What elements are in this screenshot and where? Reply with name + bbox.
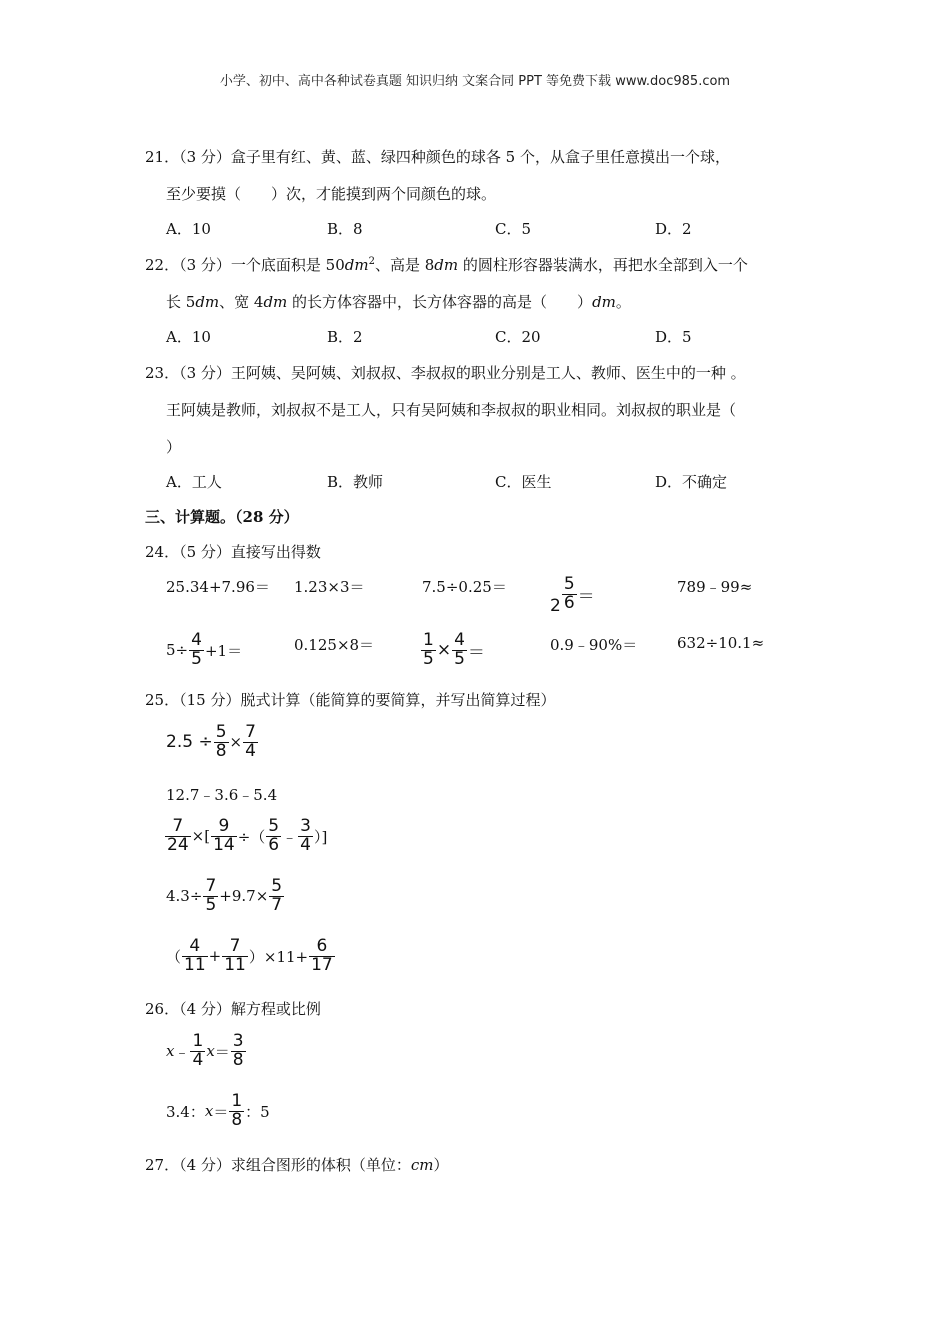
q24-item: 789﹣99≈: [677, 578, 753, 596]
q22-option-c: C．20: [495, 328, 541, 346]
q21-option-b: B．8: [327, 220, 363, 238]
q24-item: 632÷10.1≈: [677, 634, 765, 652]
q22-option-b: B．2: [327, 328, 363, 346]
q24-item: 0.125×8＝: [294, 636, 375, 654]
q21-option-a: A．10: [166, 220, 211, 238]
q23-line2: 王阿姨是教师，刘叔叔不是工人，只有吴阿姨和李叔叔的职业相同。刘叔叔的职业是（: [166, 401, 737, 419]
q27-title: 27．（4 分）求组合图形的体积（单位：cm）: [145, 1156, 449, 1174]
q24-item-fraction: $\frac{1}{5}$ × $\frac{4}{5}$ ＝: [423, 630, 485, 669]
q23-option-a: A．工人: [166, 473, 222, 491]
q24-title: 24．（5 分）直接写出得数: [145, 543, 321, 561]
q26-equation-2: 3.4： x ＝ $\frac{1}{8}$ ：5: [166, 1091, 270, 1130]
q24-item-fraction: 5÷ $\frac{4}{5}$ +1＝: [166, 630, 243, 669]
q24-item: 0.9﹣90%＝: [550, 636, 638, 654]
q21-option-c: C．5: [495, 220, 532, 238]
q23-line3: ）: [166, 438, 182, 456]
q25-expr-1: 2.5 ÷ $\frac{5}{8}$ × $\frac{7}{4}$: [166, 722, 256, 761]
q24-item-fraction: 2 $\frac{5}{6}$ ＝: [550, 573, 595, 616]
q25-expr-3: $\frac{7}{24}$ ×[ $\frac{9}{14}$ ÷（ $\frac{5}{6}$ ﹣ $\frac{3}{4}$ ）]: [167, 816, 328, 855]
q22-option-d: D．5: [655, 328, 692, 346]
q21-line1: 21．（3 分）盒子里有红、黄、蓝、绿四种颜色的球各 5 个，从盒子里任意摸出一个球，: [145, 148, 730, 166]
q25-expr-2: 12.7﹣3.6﹣5.4: [166, 786, 278, 804]
q24-item: 25.34+7.96＝: [166, 578, 270, 596]
q22-option-a: A．10: [166, 328, 211, 346]
q26-equation-1: x ﹣ $\frac{1}{4}$ x ＝ $\frac{3}{8}$: [166, 1031, 244, 1070]
q24-item: 7.5÷0.25＝: [422, 578, 507, 596]
q22-line1: 22．（3 分）一个底面积是 $50dm^2$、高是 8dm 的圆柱形容器装满水，再把水全部到入一个: [145, 256, 748, 274]
q23-line1: 23．（3 分）王阿姨、吴阿姨、刘叔叔、李叔叔的职业分别是工人、教师、医生中的一种 。: [145, 364, 746, 382]
q21-option-d: D．2: [655, 220, 692, 238]
section-title: 三、计算题。（28 分）: [145, 508, 299, 526]
q23-option-b: B．教师: [327, 473, 384, 491]
q22-line2: 长 5dm、宽 4dm 的长方体容器中，长方体容器的高是（ ）dm。: [166, 293, 631, 311]
q23-option-d: D．不确定: [655, 473, 728, 491]
q25-expr-5: （ $\frac{4}{11}$ + $\frac{7}{11}$ ）×11+ $\frac{6}{17}$: [166, 936, 333, 975]
page-header: 小学、初中、高中各种试卷真题 知识归纳 文案合同 PPT 等免费下载 www.doc985.com: [219, 74, 731, 89]
q25-expr-4: 4.3÷ $\frac{7}{5}$ +9.7× $\frac{5}{7}$: [166, 876, 283, 915]
q26-title: 26．（4 分）解方程或比例: [145, 1000, 321, 1018]
q21-line2: 至少要摸（ ）次，才能摸到两个同颜色的球。: [166, 185, 497, 203]
q24-item: 1.23×3＝: [294, 578, 365, 596]
q25-title: 25．（15 分）脱式计算（能简算的要简算，并写出简算过程）: [145, 691, 556, 709]
q23-option-c: C．医生: [495, 473, 552, 491]
